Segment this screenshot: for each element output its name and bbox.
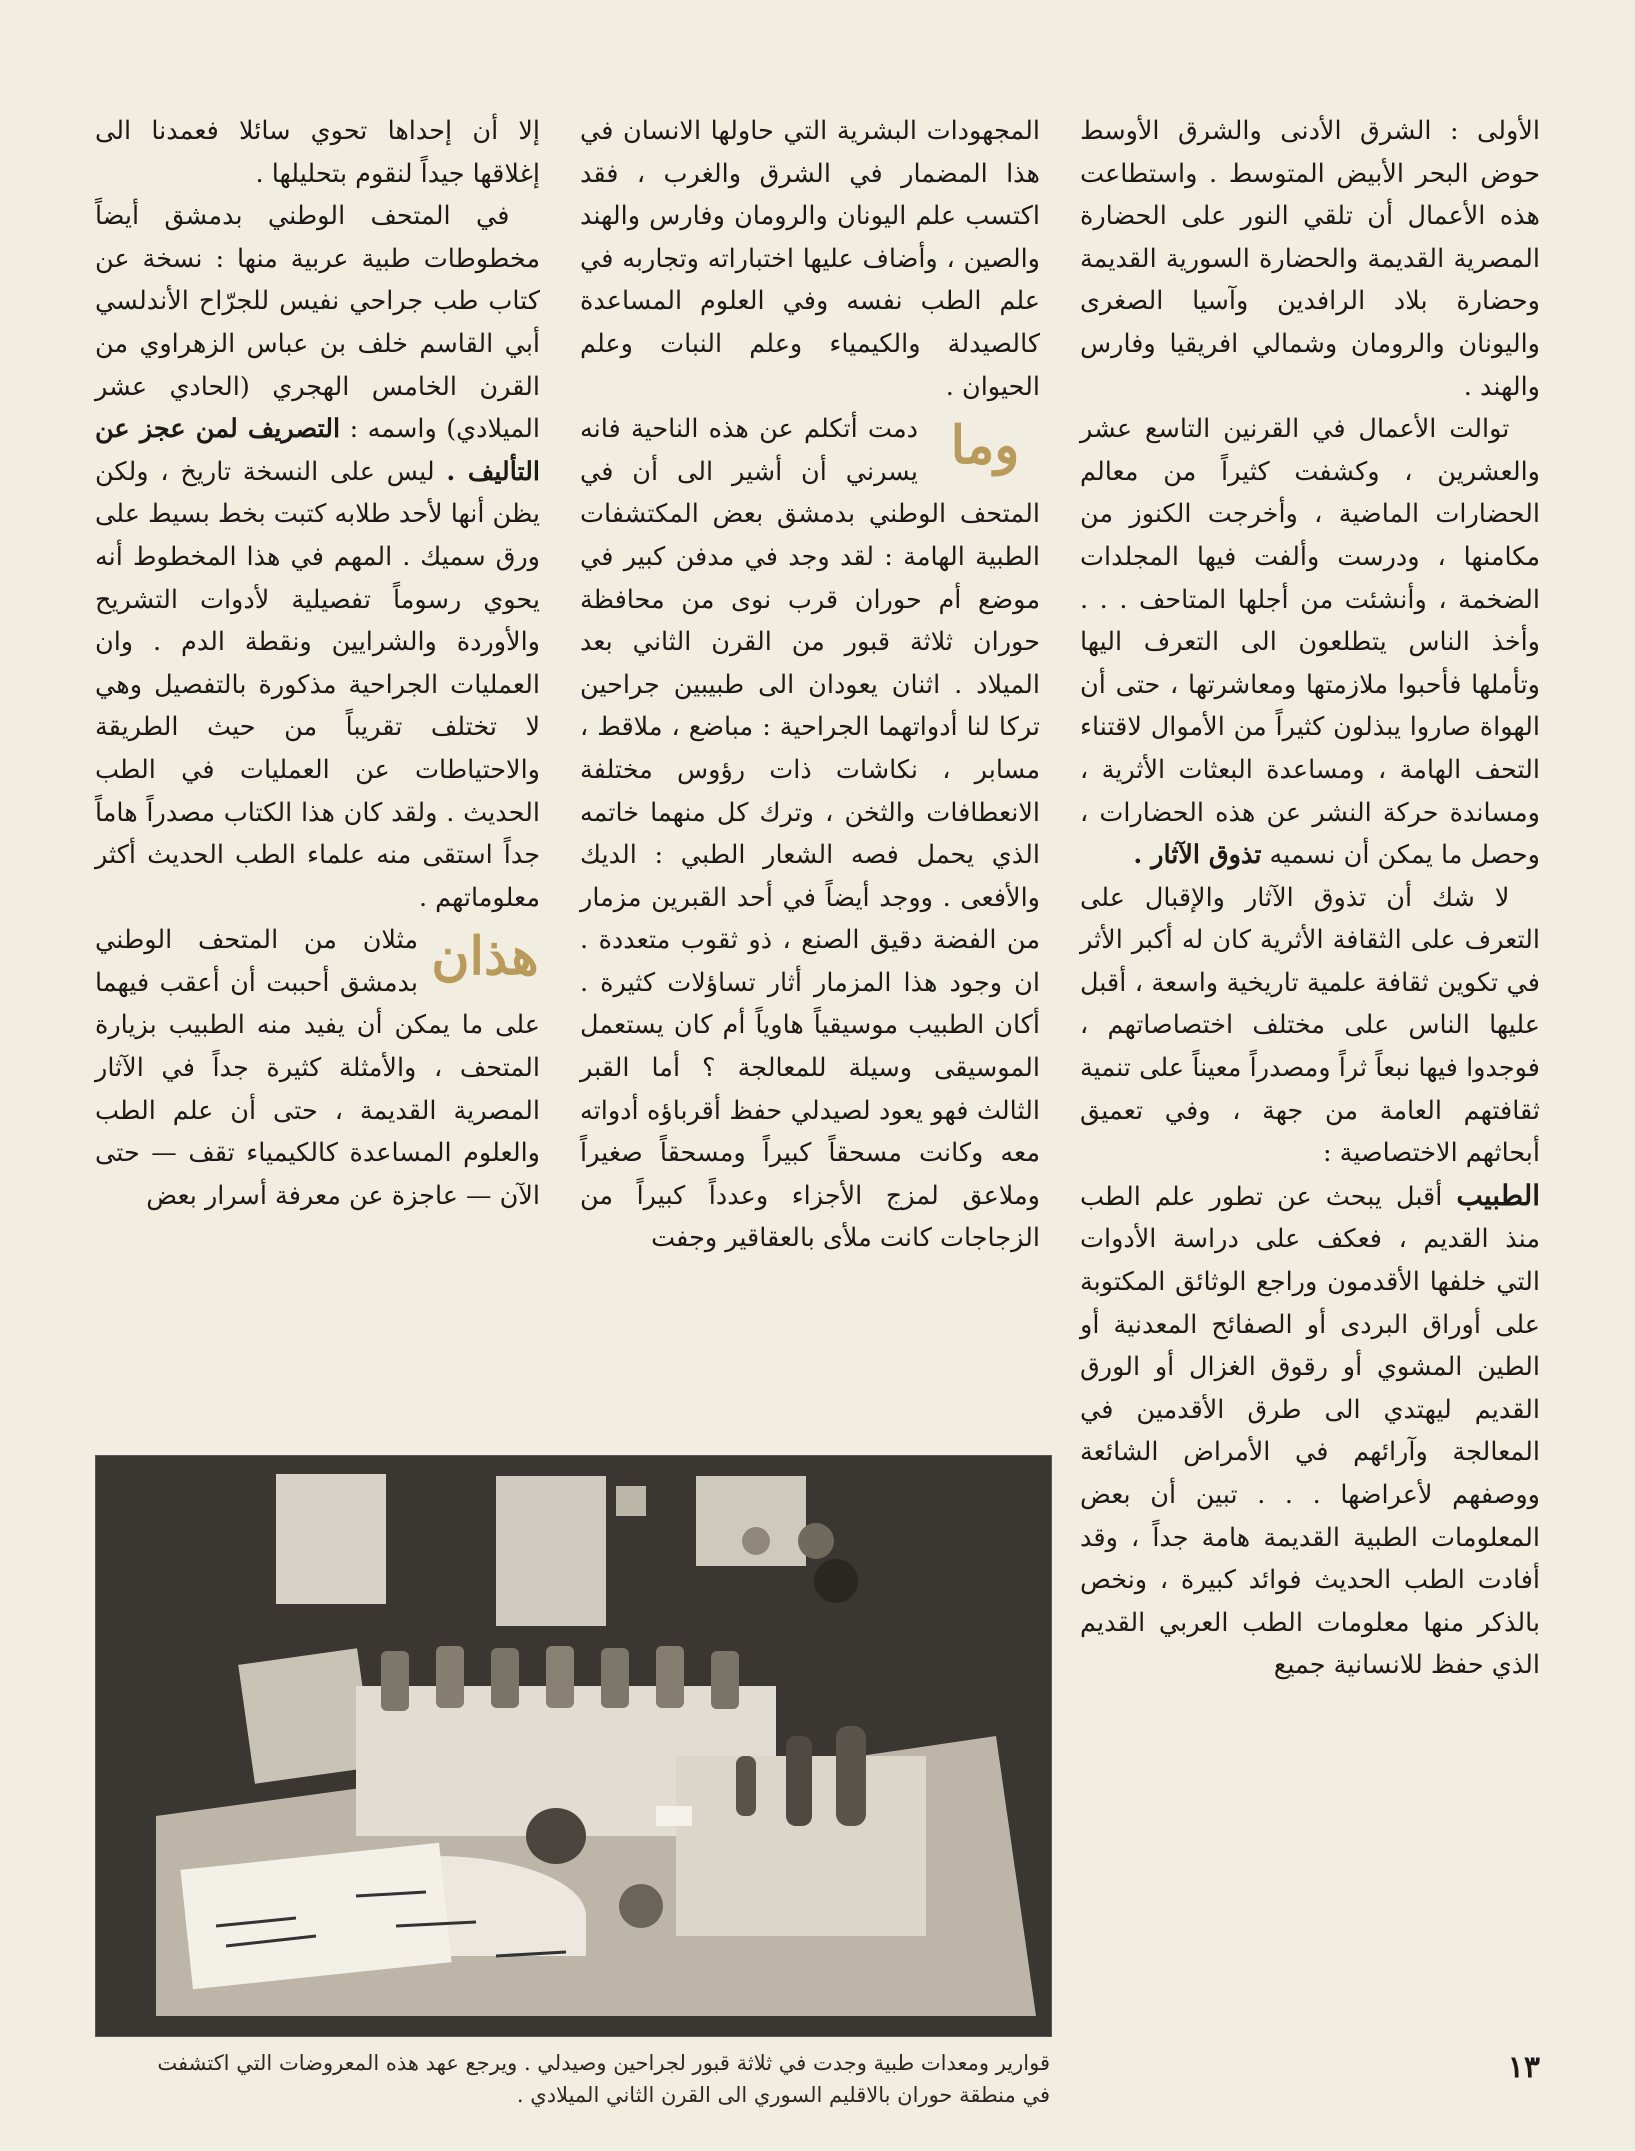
display-case-illustration: [96, 1456, 1051, 2036]
paragraph: [1080, 1175, 1540, 1687]
paragraph: إلا أن إحداها تحوي سائلا فعمدنا الى إغلاقها جيداً لنقوم بتحليلها .: [95, 116, 540, 189]
text-column-middle: [580, 110, 1040, 1260]
paragraph: [1080, 408, 1540, 877]
page-number: ١٣: [1507, 2050, 1540, 2085]
caption-line: قوارير ومعدات طبية وجدت في ثلاثة قبور لجراحين وصيدلي . ويرجع عهد هذه المعروضات التي اكتشفت: [157, 2051, 1050, 2075]
paragraph: [95, 919, 540, 1217]
paragraph-text: في المتحف الوطني بدمشق أيضاً مخطوطات طبية عربية منها : نسخة عن كتاب طب جراحي نفيس للجرّاح الأندلسي أبي القاسم خلف بن عباس الزهراوي من القرن الخامس الهجري (الحادي عشر الميلادي) واسمه :: [95, 201, 540, 445]
photo-caption: [95, 2047, 1050, 2111]
paragraph: الأولى : الشرق الأدنى والشرق الأوسط حوض البحر الأبيض المتوسط . واستطاعت هذه الأعمال أن تلقي النور على الحضارة المصرية القديمة والحضارة السورية القديمة وحضارة بلاد الرافدين وآسيا الصغرى واليونان والرومان وشمالي افريقيا وفارس والهند .: [1080, 116, 1540, 402]
paragraph-text: مثلان من المتحف الوطني بدمشق أحببت أن أعقب فيهما على ما يمكن أن يفيد منه الطبيب بزيارة المتحف ، والأمثلة كثيرة جداً في الآثار المصرية القديمة ، حتى أن علم الطب والعلوم المساعدة كالكيمياء تقف — حتى الآن — عاجزة عن معرفة أسرار بعض: [95, 925, 540, 1211]
bold-phrase: تذوق الآثار .: [1133, 840, 1262, 871]
text-column-left: [95, 110, 540, 1217]
paragraph-text: توالت الأعمال في القرنين التاسع عشر والعشرين ، وكشفت كثيراً من معالم الحضارات الماضية ، وأخرجت الكنوز من مكامنها ، ودرست وألفت فيها المجلدات الضخمة ، وأنشئت من أجلها المتاحف . . . وأخذ الناس يتطلعون الى التعرف اليها وتأملها فأحبوا ملازمتها ومعاشرتها ، حتى أن الهواة صاروا يبذلون كثيراً من الأموال لاقتناء التحف الهامة ، ومساعدة البعثات الأثرية ، ومساندة حركة النشر عن هذه الحضارات ، وحصل ما يمكن أن نسميه: [1080, 414, 1540, 871]
paragraph: لا شك أن تذوق الآثار والإقبال على التعرف على الثقافة الأثرية كان له أكبر الأثر في تكوين ثقافة علمية تاريخية واسعة ، أقبل عليها الناس على مختلف اختصاصاتهم ، فوجدوا فيها نبعاً ثراً ومصدراً معيناً على تنمية ثقافتهم العامة من جهة ، وفي تعميق أبحاثهم الاختصاصية :: [1080, 882, 1540, 1169]
paragraph-text: أقبل يبحث عن تطور علم الطب منذ القديم ، فعكف على دراسة الأدوات التي خلفها الأقدمون وراجع الوثائق المكتوبة على أوراق البردى أو الصفائح المعدنية أو الطين المشوي أو رقوق الغزال أو الورق القديم ليهتدي الى طرق الأقدمين في المعالجة وآرائهم في الأمراض الشائعة ووصفهم لأعراضها . . . تبين أن بعض المعلومات الطبية القديمة هامة جداً ، وقد أفادت الطب الحديث فوائد كبيرة ، ونخص بالذكر منها معلومات الطب العربي القديم الذي حفظ للانسانية جميع: [1080, 1181, 1540, 1681]
paragraph: [580, 408, 1040, 1260]
book-title: التصريف لمن عجز عن التأليف .: [95, 414, 541, 487]
decorative-initial: وما: [950, 415, 1020, 477]
caption-line: في منطقة حوران بالاقليم السوري الى القرن الثاني الميلادي .: [516, 2083, 1050, 2107]
decorative-initial: هذان: [431, 926, 539, 988]
lead-word: الطبيب: [1456, 1178, 1540, 1212]
text-column-right: [1080, 110, 1540, 1687]
paragraph-text: ليس على النسخة تاريخ ، ولكن يظن أنها لأحد طلابه كتبت بخط بسيط على ورق سميك . المهم في هذا المخطوط أنه يحوي رسوماً تفصيلية لأدوات التشريح والأوردة والشرايين ونقطة الدم . وان العمليات الجراحية مذكورة بالتفصيل وهي لا تختلف تقريباً من حيث الطريقة والاحتياطات عن العمليات في الطب الحديث . ولقد كان هذا الكتاب مصدراً هاماً جداً استقى منه علماء الطب الحديث أكثر معلوماتهم .: [95, 456, 540, 913]
paragraph: المجهودات البشرية التي حاولها الانسان في هذا المضمار في الشرق والغرب ، فقد اكتسب علم اليونان والرومان وفارس والهند والصين ، وأضاف عليها اختباراته وتجاربه في علم الطب نفسه وفي العلوم المساعدة كالصيدلة والكيمياء وعلم النبات وعلم الحيوان .: [580, 116, 1040, 402]
paragraph: [95, 195, 540, 919]
paragraph-text: دمت أتكلم عن هذه الناحية فانه يسرني أن أشير الى أن في المتحف الوطني بدمشق بعض المكتشفات الطبية الهامة : لقد وجد في مدفن كبير في موضع أم حوران قرب نوى من محافظة حوران ثلاثة قبور من القرن الثاني بعد الميلاد . اثنان يعودان الى طبيبين جراحين تركا لنا أدواتهما الجراحية : مباضع ، ملاقط ، مسابر ، نكاشات ذات رؤوس مختلفة الانعطافات والثخن ، وترك كل منهما خاتمه الذي يحمل فصه الشعار الطبي : الديك والأفعى . ووجد أيضاً في أحد القبرين مزمار من الفضة دقيق الصنع ، ذو ثقوب متعددة . ان وجود هذا المزمار أثار تساؤلات كثيرة . أكان الطبيب موسيقياً هاوياً أم كان يستعمل الموسيقى وسيلة للمعالجة ؟ أما القبر الثالث فهو يعود لصيدلي حفظ أقرباؤه أدواته معه وكانت مسحقاً كبيراً ومسحقاً صغيراً وملاعق لمزج الأجزاء وعدداً كبيراً من الزجاجات كانت ملأى بالعقاقير وجفت: [580, 414, 1040, 1254]
museum-display-photo: [95, 1455, 1052, 2037]
